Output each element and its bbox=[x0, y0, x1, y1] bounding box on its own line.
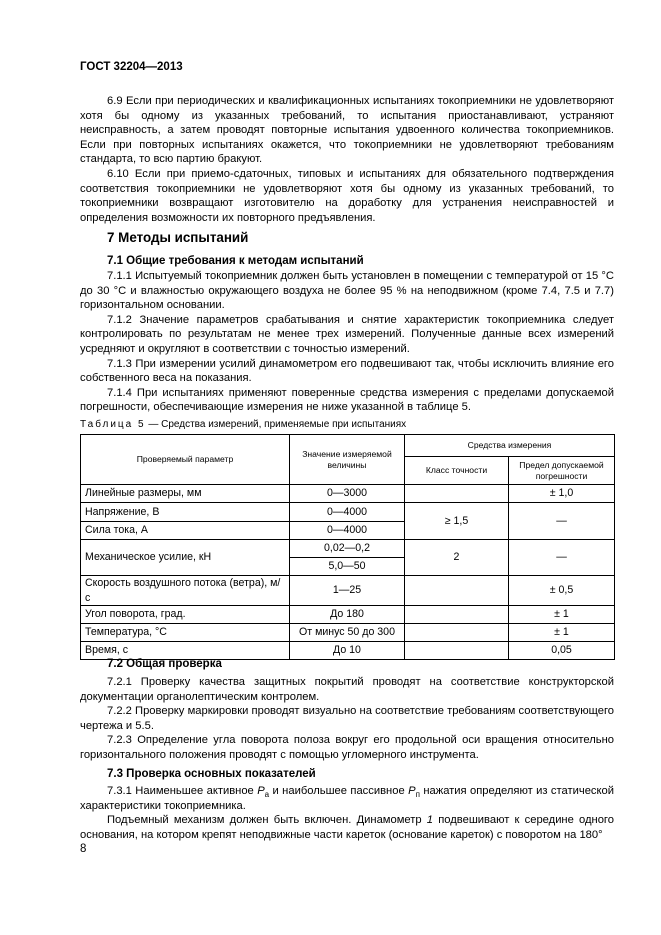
cell-value: 0—3000 bbox=[290, 485, 405, 503]
cell-accuracy: 2 bbox=[405, 540, 509, 576]
paragraph-7-3-mechanism: Подъемный механизм должен быть включен. Динамометр 1 подвешивают к середине одного основания, на котором крепят неподвижные части кареток (основание кареток) с поворотом на 180° bbox=[80, 814, 614, 841]
header-param: Проверяемый параметр bbox=[81, 435, 290, 485]
header-value: Значение измеряемой величины bbox=[290, 435, 405, 485]
cell-value: 1—25 bbox=[290, 576, 405, 606]
cell-accuracy: ≥ 1,5 bbox=[405, 503, 509, 540]
subsection-7-1-heading: 7.1 Общие требования к методам испытаний bbox=[107, 255, 364, 267]
block-7-2 bbox=[80, 675, 614, 763]
cell-param: Время, с bbox=[81, 642, 290, 660]
cell-error: ± 1 bbox=[509, 624, 615, 642]
paragraph-7-1-3: 7.1.3 При измерении усилий динамометром его подвешивают так, чтобы исключить влияние его собственного веса на показания. bbox=[80, 357, 614, 385]
cell-accuracy-empty bbox=[405, 606, 509, 624]
paragraph-7-3-1: 7.3.1 Наименьшее активное $P_а$ и наибольшее пассивное $P_п$ нажатия определяют из статической характеристики токоприемника. bbox=[80, 785, 615, 812]
cell-value: 0,02—0,2 bbox=[290, 540, 405, 558]
cell-param: Линейные размеры, мм bbox=[81, 485, 290, 503]
table-5-caption-label: Таблица 5 bbox=[80, 419, 146, 430]
table-5-caption bbox=[80, 418, 406, 433]
table-row-airspeed bbox=[81, 576, 615, 606]
cell-error: ± 1,0 bbox=[509, 485, 615, 503]
subsection-7-3-heading: 7.3 Проверка основных показателей bbox=[107, 768, 316, 780]
cell-param: Напряжение, В bbox=[81, 503, 290, 522]
cell-param: Скорость воздушного потока (ветра), м/с bbox=[81, 576, 290, 606]
cell-accuracy-empty bbox=[405, 624, 509, 642]
cell-value: До 180 bbox=[290, 606, 405, 624]
cell-value: 0—4000 bbox=[290, 522, 405, 540]
cell-accuracy-empty bbox=[405, 576, 509, 606]
block-7-1 bbox=[80, 269, 614, 415]
table-5-caption-text: — Средства измерений, применяемые при испытаниях bbox=[145, 419, 407, 430]
page-number: 8 bbox=[80, 843, 87, 855]
paragraph-7-1-4: 7.1.4 При испытаниях применяют поверенные средства измерения с пределами допускаемой погрешности, обеспечивающие измерения не ниже указанной в таблице 5. bbox=[80, 386, 614, 414]
paragraph-7-1-1: 7.1.1 Испытуемый токоприемник должен быть установлен в помещении с температурой от 15 °C до 30 °C и влажностью окружающего воздуха не более 95 % на неподвижном (кроме 7.4, 7.5 и 7.7) горизонтальном основании. bbox=[80, 270, 614, 312]
cell-accuracy-empty bbox=[405, 485, 509, 503]
subsection-7-2-heading: 7.2 Общая проверка bbox=[107, 658, 222, 670]
paragraph-7-1-2: 7.1.2 Значение параметров срабатывания и снятие характеристик токоприемника следует контролировать по результатам не менее трех измерений. Полученные данные всех измерений усредняют и округляют в соответствии с точностью измерений. bbox=[80, 313, 614, 355]
table-row-angle bbox=[81, 606, 615, 624]
table-row-voltage bbox=[81, 503, 615, 522]
paragraph-6-10: 6.10 Если при приемо-сдаточных, типовых и испытаниях для обязательного подтверждения соответствия токоприемники не удовлетворяют хотя бы одному из указанных требований, то токоприемники возвращают изготовителю на доработку для устранения неисправностей и определения возможности их повторного предъявления. bbox=[80, 167, 614, 224]
table-row-temperature bbox=[81, 624, 615, 642]
paragraph-7-2-3: 7.2.3 Определение угла поворота полоза вокруг его продольной оси вращения относительно горизонтального положения проводят с помощью угломерного инструмента. bbox=[80, 734, 614, 761]
header-accuracy: Класс точности bbox=[405, 457, 509, 485]
cell-error: — bbox=[509, 540, 615, 576]
cell-value: До 10 bbox=[290, 642, 405, 660]
document-header: ГОСТ 32204—2013 bbox=[80, 61, 183, 73]
cell-error: — bbox=[509, 503, 615, 540]
cell-value: 5,0—50 bbox=[290, 558, 405, 576]
block-6-9-6-10 bbox=[80, 94, 614, 225]
cell-param: Механическое усилие, кН bbox=[81, 540, 290, 576]
cell-param: Угол поворота, град. bbox=[81, 606, 290, 624]
table-row-force bbox=[81, 540, 615, 558]
block-7-3 bbox=[80, 784, 614, 842]
cell-param: Температура, °C bbox=[81, 624, 290, 642]
header-instruments: Средства измерения bbox=[405, 435, 615, 457]
table-row-linear bbox=[81, 485, 615, 503]
cell-param: Сила тока, А bbox=[81, 522, 290, 540]
cell-error: ± 0,5 bbox=[509, 576, 615, 606]
paragraph-7-2-1: 7.2.1 Проверку качества защитных покрытий проводят на соответствие конструкторской документации органолептическим контролем. bbox=[80, 676, 614, 703]
section-7-heading: 7 Методы испытаний bbox=[107, 230, 249, 245]
table-5 bbox=[80, 434, 615, 660]
cell-accuracy-empty bbox=[405, 642, 509, 660]
cell-value: От минус 50 до 300 bbox=[290, 624, 405, 642]
paragraph-7-2-2: 7.2.2 Проверку маркировки проводят визуально на соответствие требованиям соответствующего чертежа и 5.5. bbox=[80, 705, 614, 732]
header-error: Предел допускаемой погрешности bbox=[509, 457, 615, 485]
cell-error: ± 1 bbox=[509, 606, 615, 624]
cell-error: 0,05 bbox=[509, 642, 615, 660]
paragraph-6-9: 6.9 Если при периодических и квалификационных испытаниях токоприемники не удовлетворяют хотя бы одному из указанных требований, то испытания приостанавливают, устраняют неисправность, а затем проводят повторные испытания удвоенного количества токоприемников. Если при повторных испытаниях окажется, что токоприемники не удовлетворяют требованиям стандарта, то всю партию бракуют. bbox=[80, 95, 614, 166]
cell-value: 0—4000 bbox=[290, 503, 405, 522]
